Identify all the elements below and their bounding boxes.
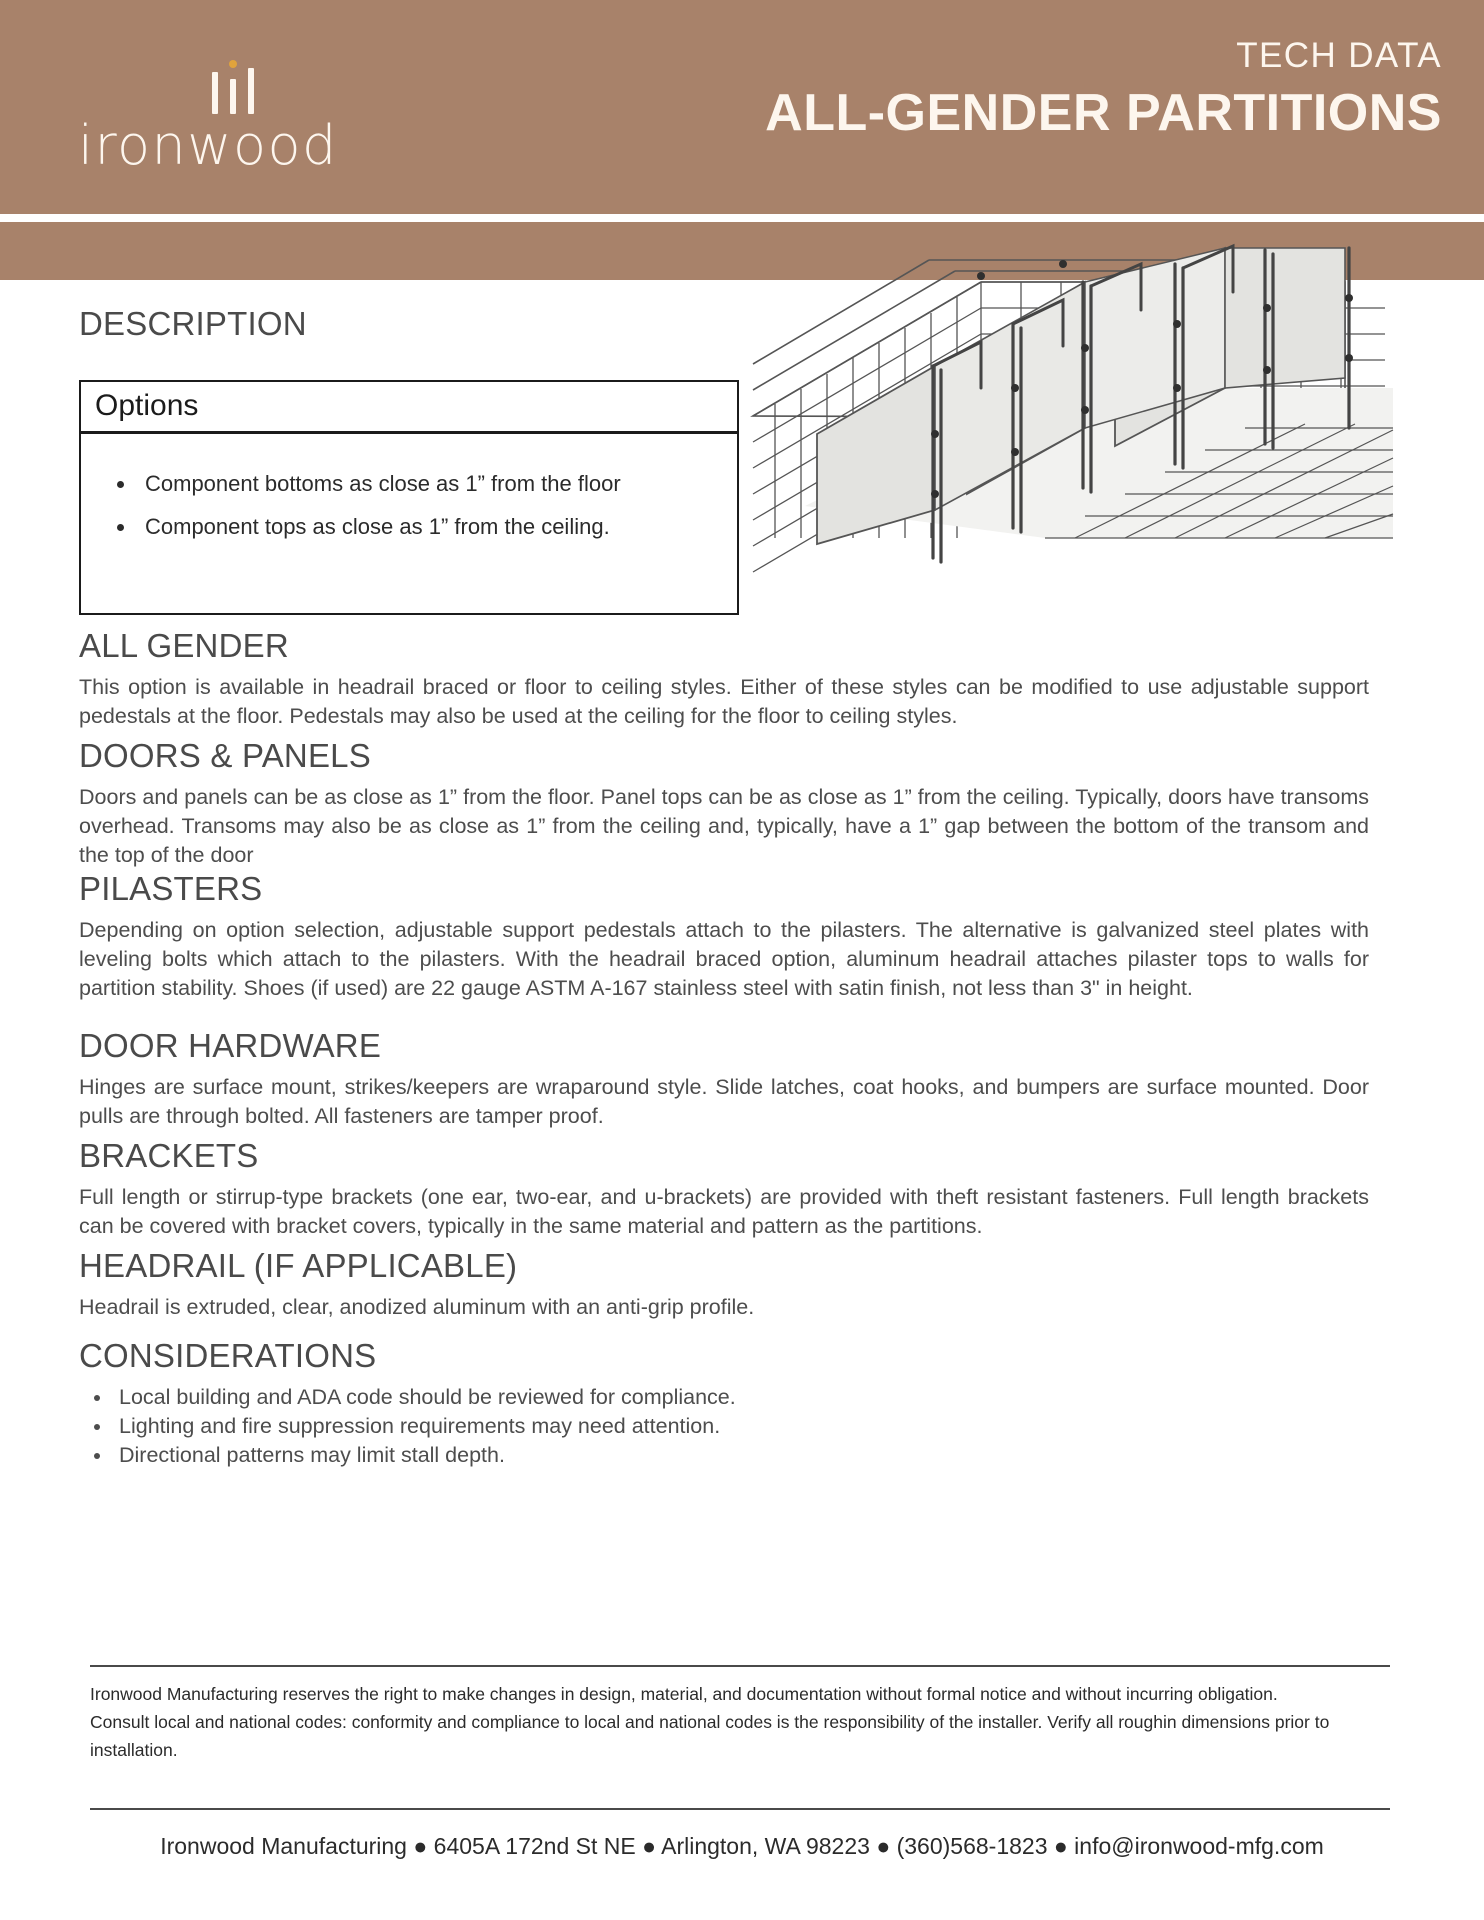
list-item: • Lighting and fire suppression requirements may need attention.	[113, 1412, 1379, 1441]
brand-wordmark: ironwood	[78, 114, 338, 177]
options-box	[79, 380, 739, 615]
section-considerations	[79, 1335, 1379, 1470]
description-heading: DESCRIPTION	[79, 305, 307, 342]
section-brackets	[79, 1135, 1379, 1241]
section-heading: BRACKETS	[79, 1137, 259, 1174]
footer-rule-bottom	[90, 1808, 1390, 1810]
logo-bar-middle-icon	[230, 79, 236, 114]
section-heading: DOORS & PANELS	[79, 737, 371, 774]
logo-bar-left-icon	[212, 72, 218, 114]
footer-contact-line: Ironwood Manufacturing ● 6405A 172nd St NE ● Arlington, WA 98223 ● (360)568-1823 ● info@ironwood-mfg.com	[160, 1833, 1324, 1859]
brand-logo	[78, 52, 398, 192]
section-body: This option is available in headrail braced or floor to ceiling styles. Either of these styles can be modified to use adjustable support pedestals at the floor. Pedestals may also be used at the ceiling for the floor to ceiling styles.	[79, 675, 1369, 728]
section-heading: ALL GENDER	[79, 627, 289, 664]
header-title-group	[442, 34, 1442, 146]
list-item: • Directional patterns may limit stall depth.	[113, 1441, 1379, 1470]
partition-illustration	[745, 238, 1395, 588]
ironwood-mark-icon	[208, 52, 268, 114]
footer-rule-top	[90, 1665, 1390, 1667]
section-door-hardware	[79, 1025, 1379, 1131]
section-all-gender	[79, 625, 1379, 731]
options-box-header-label: Options	[95, 389, 199, 422]
header-divider-rule	[0, 214, 1484, 222]
section-body: Hinges are surface mount, strikes/keepers are wraparound style. Slide latches, coat hooks, and bumpers are surface mounted. Door pulls are through bolted. All fasteners are tamper proof.	[79, 1075, 1369, 1128]
list-item: • Local building and ADA code should be reviewed for compliance.	[113, 1383, 1379, 1412]
section-body: Depending on option selection, adjustable support pedestals attach to the pilasters. The alternative is galvanized steel plates with leveling bolts which attach to the pilasters. With the headrail braced option, aluminum headrail attaches pilaster tops to walls for partition stability. Shoes (if used) are 22 gauge ASTM A-167 stainless steel with satin finish, not less than 3" in height.	[79, 918, 1369, 1000]
section-headrail	[79, 1245, 1379, 1322]
section-heading: CONSIDERATIONS	[79, 1337, 377, 1374]
logo-bar-right-icon	[248, 68, 254, 114]
logo-dot-icon	[229, 60, 237, 68]
section-doors-panels	[79, 735, 1379, 870]
section-body: Headrail is extruded, clear, anodized aluminum with an anti-grip profile.	[79, 1295, 755, 1319]
page-title: ALL-GENDER PARTITIONS	[765, 84, 1442, 142]
section-heading: HEADRAIL (IF APPLICABLE)	[79, 1247, 518, 1284]
footer-disclaimer: Ironwood Manufacturing reserves the right to make changes in design, material, and documentation without formal notice and without incurring obligation. Consult local and national codes: conformity and compliance to local and national codes is the responsibility of the installer. Verify all roughin dimensions prior to installation.	[90, 1684, 1330, 1760]
considerations-list	[79, 1383, 1379, 1470]
partition-isometric-drawing-icon	[745, 238, 1395, 588]
section-body: Doors and panels can be as close as 1” from the floor. Panel tops can be as close as 1” from the ceiling. Typically, doors have transoms overhead. Transoms may also be as close as 1” from the ceiling and, typically, have a 1” gap between the bottom of the transom and the top of the door	[79, 785, 1369, 867]
section-pilasters	[79, 868, 1379, 1003]
list-item: • Component tops as close as 1” from the ceiling.	[137, 505, 737, 548]
options-list	[81, 434, 737, 548]
options-box-header	[81, 382, 737, 434]
header-kicker: TECH DATA	[1236, 36, 1442, 75]
section-heading: PILASTERS	[79, 870, 263, 907]
list-item: • Component bottoms as close as 1” from the floor	[137, 462, 737, 505]
section-body: Full length or stirrup-type brackets (one ear, two-ear, and u-brackets) are provided with theft resistant fasteners. Full length brackets can be covered with bracket covers, typically in the same material and pattern as the partitions.	[79, 1185, 1369, 1238]
section-heading: DOOR HARDWARE	[79, 1027, 382, 1064]
